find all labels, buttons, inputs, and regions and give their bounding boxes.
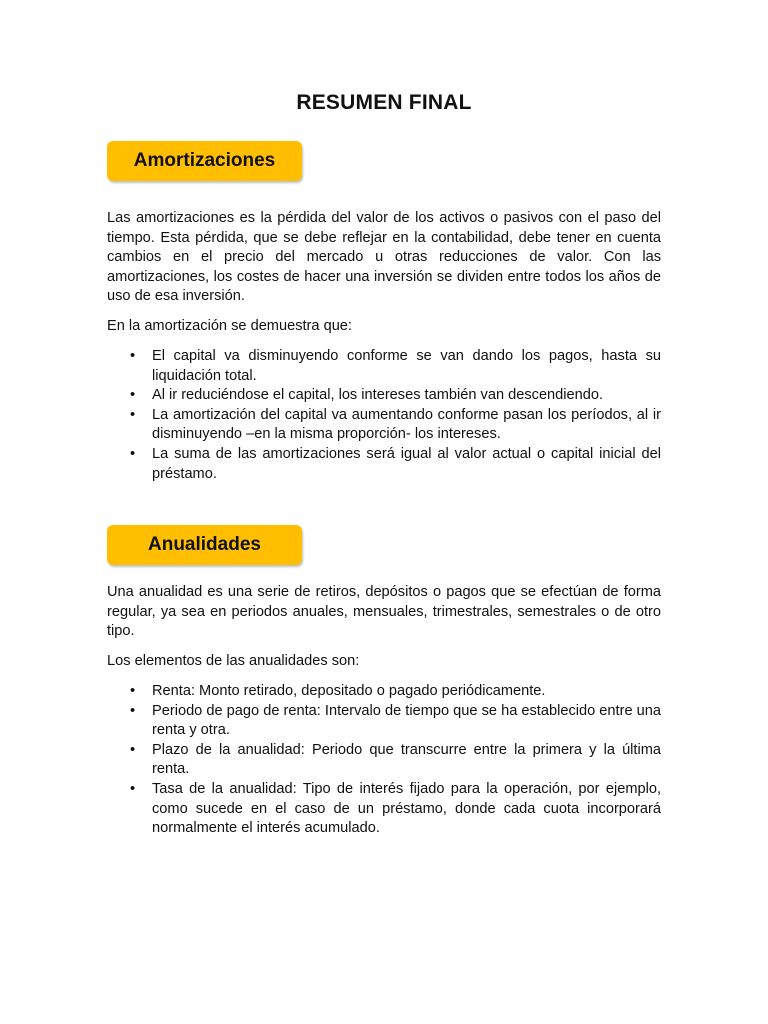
list-item <box>107 780 661 839</box>
section-heading-amortizaciones: Amortizaciones <box>107 141 302 181</box>
list-item-text: Plazo de la anualidad: Periodo que transcurre entre la primera y la última renta. <box>152 741 661 778</box>
list-item-text: La amortización del capital va aumentando conforme pasan los períodos, al ir disminuyendo –en la misma proporción- los intereses. <box>152 406 661 443</box>
section-body-amortizaciones <box>107 209 661 307</box>
list-item <box>107 386 661 406</box>
list-item <box>107 406 661 445</box>
section-body-anualidades <box>107 583 661 642</box>
list-item-text: La suma de las amortizaciones será igual al valor actual o capital inicial del préstamo. <box>152 445 661 482</box>
bullet-icon: • <box>130 348 136 364</box>
bullet-icon: • <box>130 406 136 423</box>
list-item <box>107 347 661 386</box>
bullet-list-amortizaciones <box>107 347 661 484</box>
list-item-text: Tasa de la anualidad: Tipo de interés fijado para la operación, por ejemplo, como sucede en el caso de un préstamo, donde cada cuota incorporará normalmente el interés acumulado. <box>152 780 661 837</box>
section-heading-anualidades: Anualidades <box>107 525 302 565</box>
list-item-text: El capital va disminuyendo conforme se van dando los pagos, hasta su liquidación total. <box>152 348 661 384</box>
bullet-icon: • <box>130 702 136 719</box>
bullet-list-anualidades <box>107 682 661 839</box>
paragraph: En la amortización se demuestra que: <box>107 318 352 334</box>
list-item-text: Periodo de pago de renta: Intervalo de tiempo que se ha establecido entre una renta y otra. <box>152 702 661 739</box>
list-item <box>107 445 661 484</box>
bullet-icon: • <box>130 387 136 404</box>
list-item-text: Renta: Monto retirado, depositado o pagado periódicamente. <box>152 683 546 699</box>
list-item <box>107 741 661 780</box>
paragraph: Los elementos de las anualidades son: <box>107 653 360 669</box>
bullet-icon: • <box>130 683 136 699</box>
paragraph: Una anualidad es una serie de retiros, depósitos o pagos que se efectúan de forma regular, ya sea en periodos anuales, mensuales, trimestrales, semestrales o de otro tipo. <box>107 584 661 640</box>
list-item <box>107 682 661 702</box>
bullet-icon: • <box>130 780 136 797</box>
list-item-text: Al ir reduciéndose el capital, los intereses también van descendiendo. <box>152 387 604 404</box>
paragraph: Las amortizaciones es la pérdida del valor de los activos o pasivos con el paso del tiempo. Esta pérdida, que se debe reflejar en la contabilidad, debe tener en cuenta cambios en el precio del mercado u otras reducciones de valor. Con las amortizaciones, los costes de hacer una inversión se dividen entre todos los años de uso de esa inversión. <box>107 210 661 305</box>
list-item <box>107 702 661 741</box>
page-title: RESUMEN FINAL <box>296 91 472 114</box>
section-intro-anualidades <box>107 652 661 672</box>
bullet-icon: • <box>130 741 136 758</box>
section-intro-amortizaciones <box>107 317 661 337</box>
bullet-icon: • <box>130 445 136 462</box>
